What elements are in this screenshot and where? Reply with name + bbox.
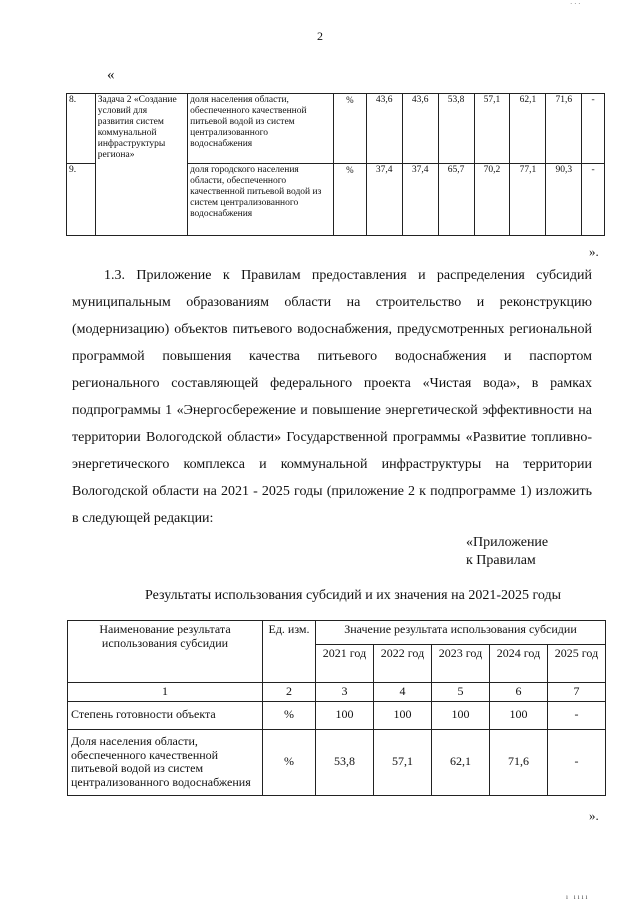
value-cell: 71,6 bbox=[490, 729, 548, 795]
value-cell: 77,1 bbox=[510, 164, 546, 236]
corner-mark: · · · bbox=[570, 0, 581, 8]
col-number: 2 bbox=[263, 683, 316, 702]
value-cell: 65,7 bbox=[438, 164, 474, 236]
value-cell: 62,1 bbox=[510, 94, 546, 164]
value-cell: 57,1 bbox=[474, 94, 510, 164]
row-number: 9. bbox=[67, 164, 96, 236]
value-cell: - bbox=[548, 701, 606, 729]
header-unit: Ед. изм. bbox=[263, 621, 316, 683]
header-name: Наименование результата использования субсидии bbox=[68, 621, 263, 683]
column-numbers-row bbox=[68, 683, 606, 702]
value-cell: 71,6 bbox=[546, 94, 582, 164]
value-cell: - bbox=[548, 729, 606, 795]
table-row bbox=[68, 701, 606, 729]
value-cell: 100 bbox=[374, 701, 432, 729]
result-name: Степень готовности объекта bbox=[68, 701, 263, 729]
opening-quote: « bbox=[107, 67, 115, 83]
indicators-table bbox=[66, 93, 605, 236]
indicator-cell: доля населения области, обеспеченного качественной питьевой водой из систем централизованного водоснабжения bbox=[188, 94, 334, 164]
value-cell: 100 bbox=[316, 701, 374, 729]
value-cell: 37,4 bbox=[402, 164, 438, 236]
value-cell: 43,6 bbox=[402, 94, 438, 164]
value-cell: 43,6 bbox=[366, 94, 402, 164]
task-cell: Задача 2 «Создание условий для развития систем коммунальной инфраструктуры региона» bbox=[95, 94, 187, 236]
value-cell: 90,3 bbox=[546, 164, 582, 236]
year-cell: 2021 год bbox=[316, 645, 374, 683]
closing-quote-end: ». bbox=[589, 808, 599, 823]
year-cell: 2024 год bbox=[490, 645, 548, 683]
unit-cell: % bbox=[333, 164, 366, 236]
closing-quote: ». bbox=[589, 244, 599, 259]
row-number: 8. bbox=[67, 94, 96, 164]
result-name: Доля населения области, обеспеченного качественной питьевой водой из систем централизованного водоснабжения bbox=[68, 729, 263, 795]
col-number: 3 bbox=[316, 683, 374, 702]
year-cell: 2023 год bbox=[432, 645, 490, 683]
col-number: 6 bbox=[490, 683, 548, 702]
table-row bbox=[67, 94, 605, 164]
footer-mark: ı ıııı bbox=[566, 893, 590, 901]
col-number: 4 bbox=[374, 683, 432, 702]
paragraph-text: 1.3. Приложение к Правилам предоставления и распределения субсидий муниципальным образованиям области на строительство и реконструкцию (модернизацию) объектов питьевого водоснабжения, предусмотренных региональной программой повышения качества питьевого водоснабжения и паспортом регионального составляющей федерального проекта «Чистая вода», в рамках подпрограммы 1 «Энергосбережение и повышение энергетической эффективности на территории Вологодской области» Государственной программы «Развитие топливно-энергетического комплекса и коммунальной инфраструктуры на территории Вологодской области на 2021 - 2025 годы (приложение 2 к подпрограмме 1) изложить в следующей редакции: bbox=[72, 268, 592, 526]
unit-cell: % bbox=[263, 729, 316, 795]
unit-cell: % bbox=[333, 94, 366, 164]
value-cell: 62,1 bbox=[432, 729, 490, 795]
appendix-label: «Приложение bbox=[466, 535, 549, 550]
body-paragraph bbox=[72, 262, 592, 532]
col-number: 5 bbox=[432, 683, 490, 702]
value-cell: 100 bbox=[432, 701, 490, 729]
value-cell: 57,1 bbox=[374, 729, 432, 795]
value-cell: 70,2 bbox=[474, 164, 510, 236]
table-title: Результаты использования субсидий и их значения на 2021-2025 годы bbox=[144, 588, 561, 603]
appendix-label-rules: к Правилам bbox=[466, 553, 536, 568]
col-number: 1 bbox=[68, 683, 263, 702]
header-value: Значение результата использования субсидии bbox=[316, 621, 606, 645]
results-table bbox=[67, 620, 606, 796]
header-row bbox=[68, 621, 606, 645]
value-cell: - bbox=[582, 94, 605, 164]
value-cell: - bbox=[582, 164, 605, 236]
indicator-cell: доля городского населения области, обеспеченного качественной питьевой водой из систем централизованного водоснабжения bbox=[188, 164, 334, 236]
page-number: 2 bbox=[317, 29, 323, 43]
table-row bbox=[68, 729, 606, 795]
value-cell: 37,4 bbox=[366, 164, 402, 236]
year-cell: 2022 год bbox=[374, 645, 432, 683]
value-cell: 53,8 bbox=[438, 94, 474, 164]
value-cell: 53,8 bbox=[316, 729, 374, 795]
value-cell: 100 bbox=[490, 701, 548, 729]
unit-cell: % bbox=[263, 701, 316, 729]
year-cell: 2025 год bbox=[548, 645, 606, 683]
col-number: 7 bbox=[548, 683, 606, 702]
